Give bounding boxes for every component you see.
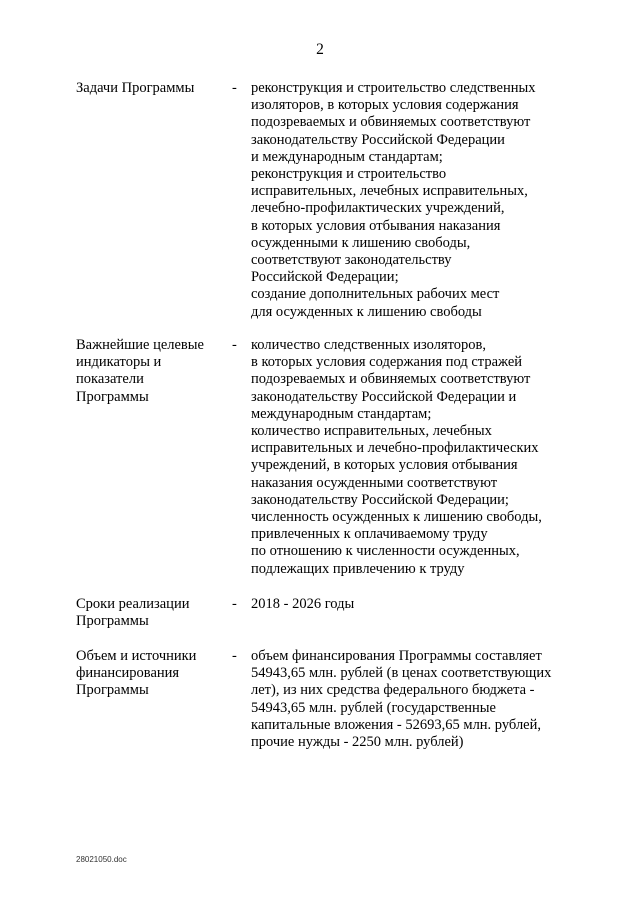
label-line: Объем и источники — [76, 648, 197, 664]
section-dash: - — [232, 596, 237, 612]
content-line: подозреваемых и обвиняемых соответствуют — [251, 371, 531, 388]
content-line: создание дополнительных рабочих мест — [251, 286, 500, 303]
content-line: лет), из них средства федерального бюджета - — [251, 682, 535, 699]
content-line: изоляторов, в которых условия содержания — [251, 97, 519, 114]
label-line: Программы — [76, 388, 149, 405]
content-line: Российской Федерации; — [251, 269, 399, 286]
content-line: прочие нужды - 2250 млн. рублей) — [251, 734, 464, 751]
content-line: законодательству Российской Федерации — [251, 131, 505, 148]
section-dash: - — [232, 337, 237, 353]
content-line: соответствуют законодательству — [251, 252, 452, 269]
content-line: 2018 - 2026 годы — [251, 596, 355, 612]
content-line: наказания осужденными соответствуют — [251, 474, 498, 491]
content-line: по отношению к численности осужденных, — [251, 543, 520, 560]
label-line: Задачи Программы — [76, 80, 195, 96]
content-line: лечебно-профилактических учреждений, — [251, 200, 505, 217]
content-line: в которых условия отбывания наказания — [251, 217, 501, 234]
content-line: реконструкция и строительство следственных — [251, 80, 536, 96]
label-line: показатели — [76, 371, 144, 388]
page-number: 2 — [316, 41, 324, 58]
content-line: количество следственных изоляторов, — [251, 337, 486, 353]
content-line: и международным стандартам; — [251, 148, 443, 165]
content-line: привлеченных к оплачиваемому труду — [251, 526, 488, 543]
section-dash: - — [232, 648, 237, 664]
label-line: Программы — [76, 613, 149, 630]
label-line: индикаторы и — [76, 354, 162, 371]
section-label — [76, 80, 226, 97]
content-line: 54943,65 млн. рублей (государственные — [251, 699, 496, 716]
content-line: учреждений, в которых условия отбывания — [251, 457, 518, 474]
section-label — [76, 648, 226, 700]
content-line: для осужденных к лишению свободы — [251, 303, 482, 320]
label-line: Важнейшие целевые — [76, 337, 204, 353]
content-line: международным стандартам; — [251, 405, 432, 422]
content-line: 54943,65 млн. рублей (в ценах соответствующих — [251, 665, 552, 682]
content-line: исправительных, лечебных исправительных, — [251, 183, 528, 200]
section-dash: - — [232, 80, 237, 96]
section-label — [76, 596, 226, 630]
section-content — [251, 596, 556, 613]
content-line: в которых условия содержания под стражей — [251, 354, 523, 371]
content-line: осужденными к лишению свободы, — [251, 234, 471, 251]
label-line: Сроки реализации — [76, 596, 190, 612]
content-line: капитальные вложения - 52693,65 млн. рублей, — [251, 716, 541, 733]
content-line: законодательству Российской Федерации; — [251, 491, 509, 508]
content-line: реконструкция и строительство — [251, 166, 447, 183]
document-filename: 28021050.doc — [76, 855, 127, 864]
section-content — [251, 80, 556, 321]
section-content — [251, 648, 556, 751]
content-line: исправительных и лечебно-профилактических — [251, 440, 539, 457]
content-line: численность осужденных к лишению свободы, — [251, 509, 542, 526]
section-content — [251, 337, 556, 578]
content-line: объем финансирования Программы составляет — [251, 648, 542, 664]
label-line: финансирования — [76, 665, 180, 682]
content-line: подозреваемых и обвиняемых соответствуют — [251, 114, 531, 131]
content-line: законодательству Российской Федерации и — [251, 388, 517, 405]
label-line: Программы — [76, 682, 149, 699]
content-line: количество исправительных, лечебных — [251, 423, 492, 440]
section-label — [76, 337, 226, 406]
content-line: подлежащих привлечению к труду — [251, 560, 465, 577]
